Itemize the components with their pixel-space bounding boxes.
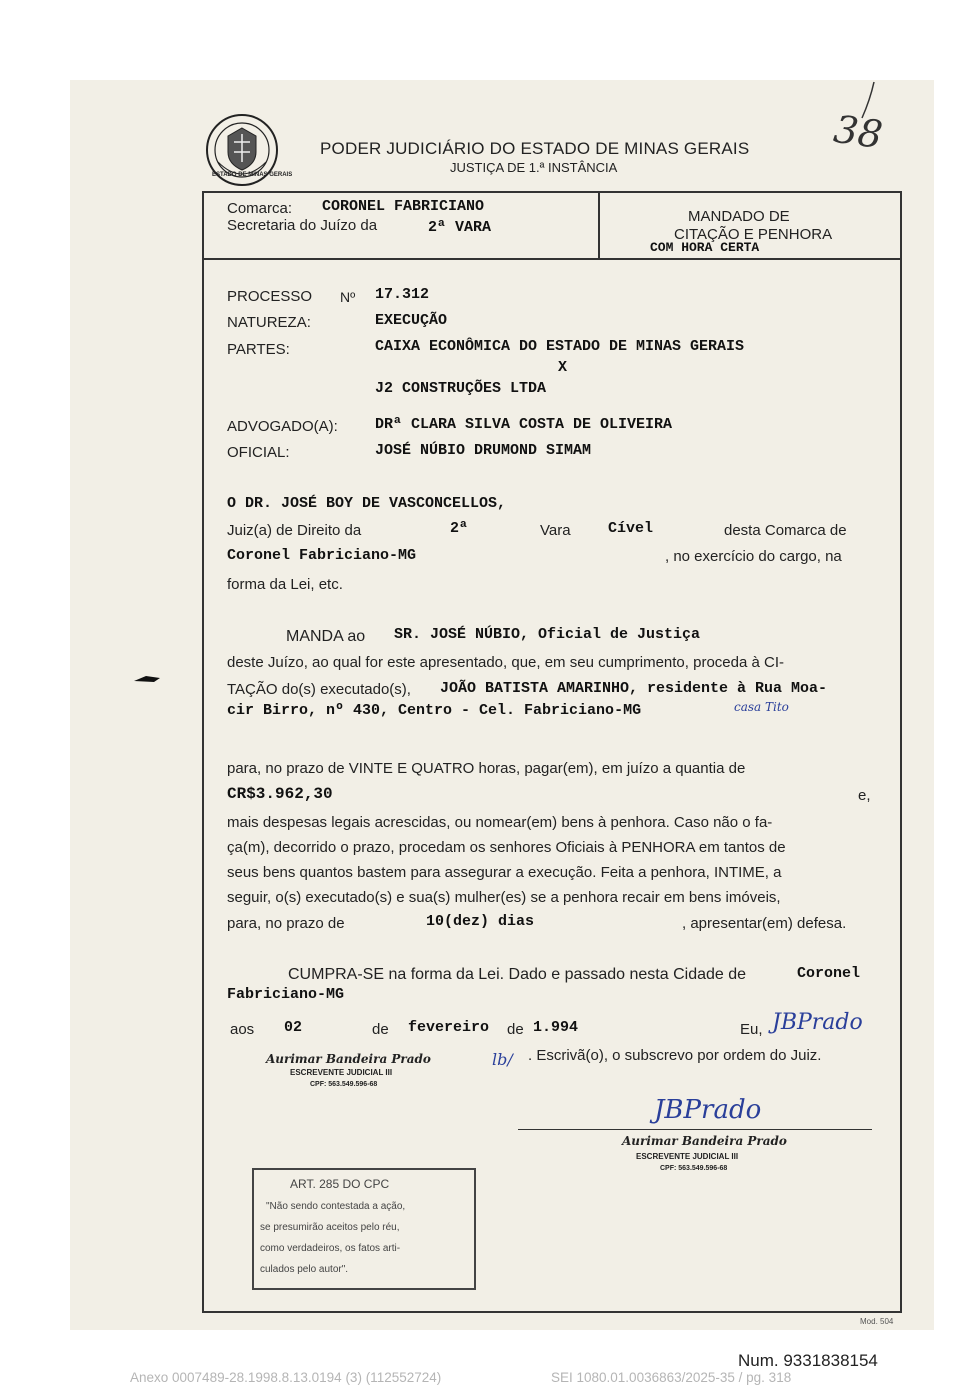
partes-value-1: CAIXA ECONÔMICA DO ESTADO DE MINAS GERAIS	[375, 338, 745, 355]
signature-line	[518, 1129, 872, 1130]
form-model-number: Mod. 504	[860, 1317, 894, 1326]
stamp-title-left: ESCREVENTE JUDICIAL III	[290, 1068, 393, 1077]
cpc-article-title: ART. 285 DO CPC	[290, 1177, 390, 1191]
page-mark-handwritten: 38	[831, 106, 886, 158]
handwritten-note: casa Tito	[734, 700, 789, 714]
handwritten-initials: lb/	[492, 1050, 513, 1069]
city-line-1: Coronel	[797, 965, 861, 982]
doc-title-line2: CITAÇÃO E PENHORA	[674, 226, 833, 243]
aos-label: aos	[230, 1021, 255, 1038]
order-line-3-prefix: TAÇÃO do(s) executado(s),	[227, 681, 411, 698]
header-vertical-divider	[598, 191, 600, 258]
executado-name: JOÃO BATISTA AMARINHO, residente à Rua Moa-	[440, 680, 828, 697]
cpc-article-line-3: como verdadeiros, os fatos arti-	[260, 1243, 401, 1254]
manda-label: MANDA ao	[286, 628, 366, 645]
prazo-defesa-suffix: , apresentar(em) defesa.	[682, 915, 847, 932]
prazo-line: para, no prazo de VINTE E QUATRO horas, pagar(em), em juízo a quantia de	[227, 760, 746, 777]
doc-title-line1: MANDADO DE	[688, 208, 790, 225]
footer-left-ref: Anexo 0007489-28.1998.8.13.0194 (3) (112552724)	[130, 1370, 442, 1385]
desta-comarca-label: desta Comarca de	[724, 522, 847, 539]
city-line-2: Fabriciano-MG	[227, 986, 345, 1003]
stamp-cpf-right: CPF: 563.549.596-68	[660, 1165, 728, 1172]
margin-ink-mark	[132, 672, 162, 686]
natureza-label: NATUREZA:	[227, 314, 311, 331]
doc-title-line3: COM HORA CERTA	[650, 240, 760, 255]
order-line-2: deste Juízo, ao qual for este apresentado, que, em seu cumprimento, proceda à CI-	[227, 654, 784, 671]
executado-address: cir Birro, nº 430, Centro - Cel. Fabriciano-MG	[227, 702, 642, 719]
oficial-label: OFICIAL:	[227, 444, 290, 461]
form-border	[202, 191, 902, 1313]
order-paragraph-4: seguir, o(s) executado(s) e sua(s) mulher(es) se a penhora recair em bens imóveis,	[227, 889, 781, 906]
forma-text: forma da Lei, etc.	[227, 576, 343, 593]
order-paragraph-2: ça(m), decorrido o prazo, procedam os senhores Oficiais à PENHORA em tantos de	[227, 839, 786, 856]
vara-type: Cível	[608, 520, 654, 537]
court-title: PODER JUDICIÁRIO DO ESTADO DE MINAS GERAIS	[320, 139, 750, 158]
cpc-article-line-1: "Não sendo contestada a ação,	[266, 1201, 406, 1212]
comarca-value: CORONEL FABRICIANO	[322, 198, 485, 215]
date-day: 02	[284, 1019, 303, 1036]
prazo-defesa-days: 10(dez) dias	[426, 913, 535, 930]
secretaria-value: 2ª VARA	[428, 219, 492, 236]
footer-right-ref: SEI 1080.01.0036863/2025-35 / pg. 318	[551, 1370, 792, 1385]
instance-subtitle: JUSTIÇA DE 1.ª INSTÂNCIA	[450, 160, 618, 175]
pen-stroke-mark	[840, 80, 890, 120]
prazo-defesa-prefix: para, no prazo de	[227, 915, 345, 932]
comarca-label: Comarca:	[227, 200, 293, 217]
document-page	[70, 80, 934, 1330]
exercicio-text: , no exercício do cargo, na	[665, 548, 842, 565]
cpc-article-line-4: culados pelo autor".	[260, 1264, 349, 1275]
order-paragraph-3: seus bens quantos bastem para assegurar a execução. Feita a penhora, INTIME, a	[227, 864, 782, 881]
escriva-text: . Escrivã(o), o subscrevo por ordem do Juiz.	[528, 1047, 822, 1064]
date-de-2: de	[507, 1021, 524, 1038]
amount-suffix: e,	[858, 787, 871, 804]
processo-no-label: Nº	[340, 289, 356, 305]
partes-label: PARTES:	[227, 341, 290, 358]
oficial-value: JOSÉ NÚBIO DRUMOND SIMAM	[375, 442, 592, 459]
judge-name: O DR. JOSÉ BOY DE VASCONCELLOS,	[227, 495, 507, 512]
cpc-article-line-2: se presumirão aceitos pelo réu,	[260, 1222, 400, 1233]
natureza-value: EXECUÇÃO	[375, 312, 448, 329]
partes-versus: X	[558, 359, 568, 376]
date-month: fevereiro	[408, 1019, 490, 1036]
manda-oficial: SR. JOSÉ NÚBIO, Oficial de Justiça	[394, 626, 701, 643]
juiz-label: Juiz(a) de Direito da	[227, 522, 362, 539]
processo-label: PROCESSO	[227, 288, 313, 305]
eu-label: Eu,	[740, 1021, 763, 1038]
stamp-cpf-left: CPF: 563.549.596-68	[310, 1081, 378, 1088]
partes-value-2: J2 CONSTRUÇÕES LTDA	[375, 380, 547, 397]
cumpra-se-text: CUMPRA-SE na forma da Lei. Dado e passado nesta Cidade de	[288, 966, 747, 983]
judge-comarca-value: Coronel Fabriciano-MG	[227, 547, 417, 564]
stamp-name-right: Aurimar Bandeira Prado	[622, 1134, 787, 1148]
seal-text: ESTADO DE MINAS GERAIS	[212, 172, 293, 178]
advogado-label: ADVOGADO(A):	[227, 418, 338, 435]
vara-number: 2ª	[450, 520, 469, 537]
handwritten-signature-bottom: JBPrado	[654, 1095, 762, 1125]
processo-value: 17.312	[375, 286, 430, 303]
amount-value: CR$3.962,30	[227, 785, 333, 803]
order-paragraph-1: mais despesas legais acrescidas, ou nomear(em) bens à penhora. Caso não o fa-	[227, 814, 773, 831]
advogado-value: DRª CLARA SILVA COSTA DE OLIVEIRA	[375, 416, 673, 433]
stamp-name-left: Aurimar Bandeira Prado	[266, 1052, 431, 1066]
date-de-1: de	[372, 1021, 389, 1038]
handwritten-signature-top: JBPrado	[772, 1010, 863, 1035]
vara-label: Vara	[540, 522, 571, 539]
document-number: Num. 9331838154	[738, 1351, 878, 1370]
secretaria-label: Secretaria do Juízo da	[227, 217, 378, 234]
date-year: 1.994	[533, 1019, 579, 1036]
header-divider	[202, 258, 900, 260]
stamp-title-right: ESCREVENTE JUDICIAL III	[636, 1152, 739, 1161]
